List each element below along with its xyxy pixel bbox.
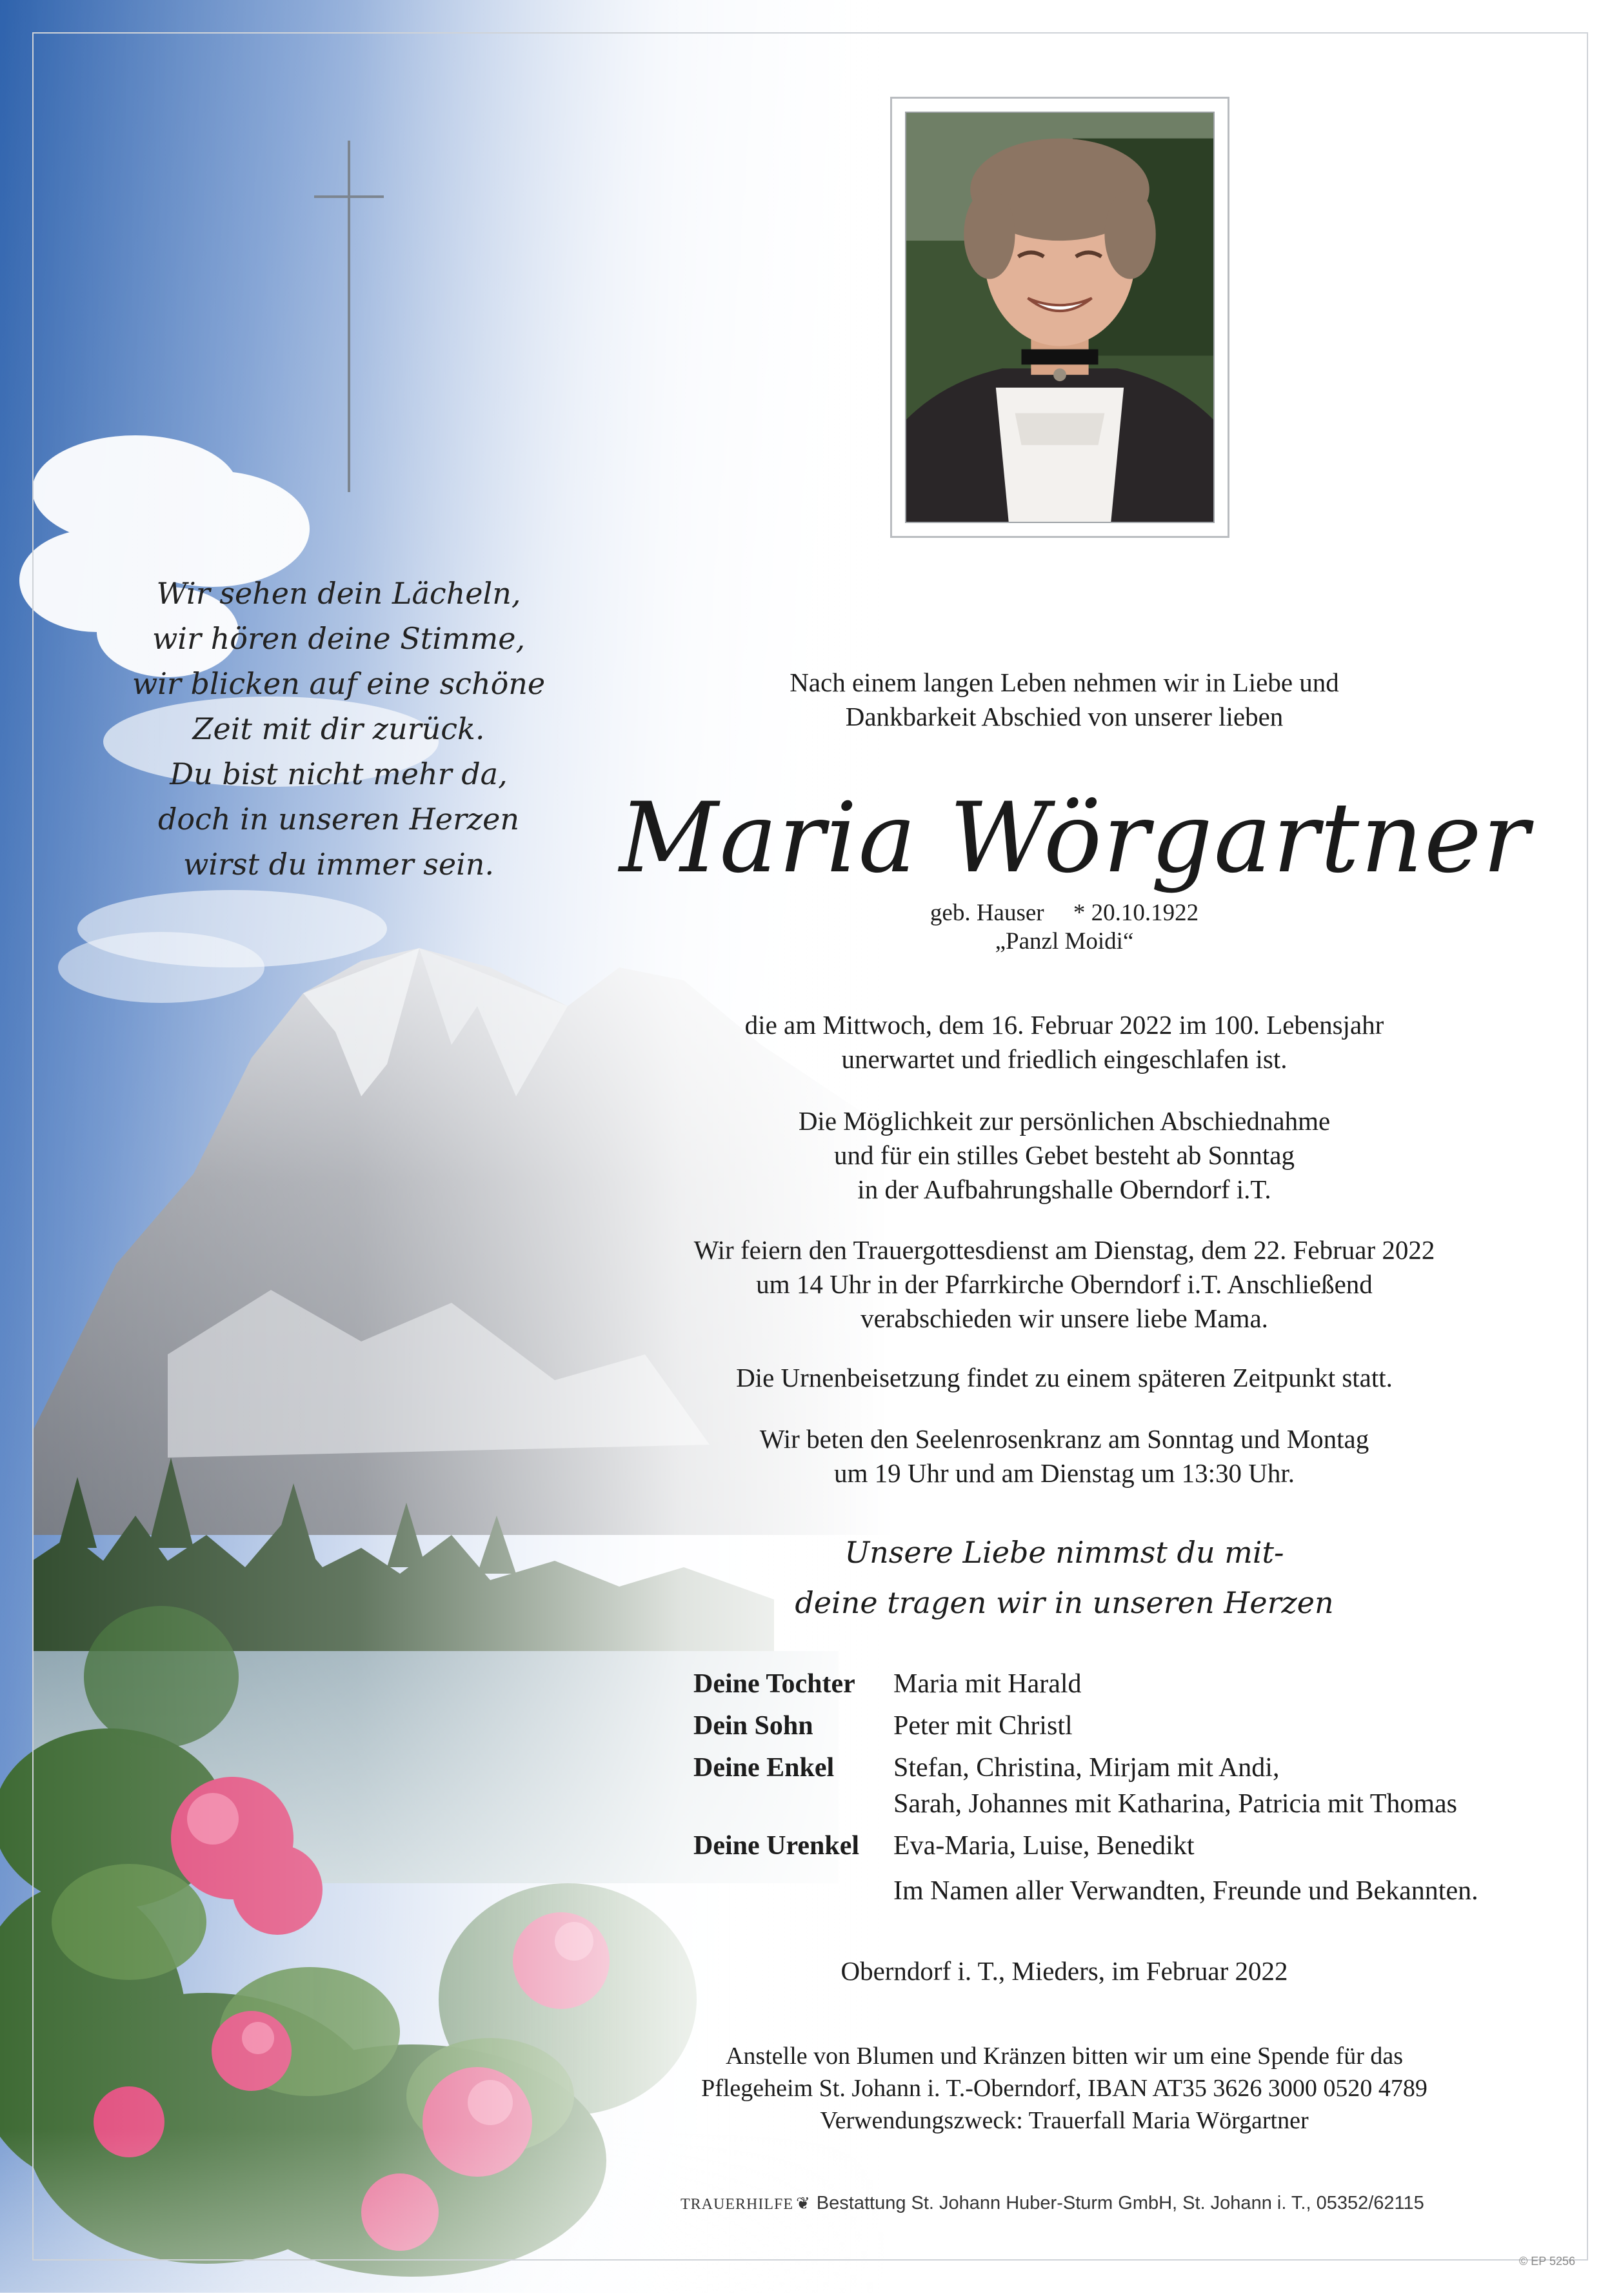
service-line: verabschieden wir unsere liebe Mama. — [860, 1303, 1268, 1333]
portrait-image — [906, 113, 1213, 522]
farewell-line: in der Aufbahrungshalle Oberndorf i.T. — [857, 1174, 1271, 1204]
family-label: Deine Tochter — [693, 1669, 855, 1699]
service-line: Wir feiern den Trauergottesdienst am Dienstag, dem 22. Februar 2022 — [693, 1235, 1435, 1265]
urn-line: Die Urnenbeisetzung findet zu einem späteren Zeitpunkt statt. — [736, 1363, 1393, 1392]
donation-line: Anstelle von Blumen und Kränzen bitten wir um eine Spende für das — [725, 2043, 1404, 2070]
leaf-icon: ❦ — [796, 2193, 810, 2213]
family-label: Deine Enkel — [693, 1753, 835, 1783]
family-label: Deine Urenkel — [693, 1831, 860, 1861]
family-names: Sarah, Johannes mit Katharina, Patricia mit Thomas — [893, 1789, 1458, 1819]
donation-note — [619, 2040, 1509, 2137]
service-line: um 14 Uhr in der Pfarrkirche Oberndorf i.T. Anschließend — [756, 1269, 1373, 1299]
poem-line: Du bist nicht mehr da, — [170, 757, 508, 791]
family-names: Stefan, Christina, Mirjam mit Andi, — [893, 1753, 1280, 1783]
poem — [123, 571, 555, 887]
portrait-photo — [905, 112, 1215, 523]
urn-text — [619, 1361, 1509, 1395]
footer-brand: TRAUERHILFE — [681, 2196, 793, 2213]
nickname: „Panzl Moidi“ — [995, 928, 1134, 955]
death-line: unerwartet und friedlich eingeschlafen ist. — [841, 1044, 1288, 1074]
service-text — [619, 1233, 1509, 1336]
family-row — [693, 1828, 1478, 1864]
maiden-name: geb. Hauser — [930, 900, 1044, 926]
family-names: Eva-Maria, Luise, Benedikt — [893, 1831, 1195, 1861]
poem-line: doch in unseren Herzen — [157, 802, 520, 836]
family-names: Peter mit Christl — [893, 1711, 1073, 1741]
family-label: Dein Sohn — [693, 1711, 813, 1741]
poem-line: wir hören deine Stimme, — [152, 621, 526, 656]
cross-bar — [314, 195, 384, 198]
donation-line: Pflegeheim St. Johann i. T.-Oberndorf, IBAN AT35 3626 3000 0520 4789 — [701, 2075, 1427, 2102]
rosary-text — [619, 1422, 1509, 1490]
family-row — [693, 1666, 1478, 1702]
place-date-line: Oberndorf i. T., Mieders, im Februar 2022 — [840, 1956, 1288, 1986]
farewell-line: Die Möglichkeit zur persönlichen Abschiednahme — [798, 1106, 1331, 1136]
family-names: Maria mit Harald — [893, 1669, 1082, 1699]
donation-line: Verwendungszweck: Trauerfall Maria Wörgartner — [820, 2107, 1309, 2134]
farewell-text — [619, 1104, 1509, 1207]
footer-company: Bestattung St. Johann Huber-Sturm GmbH, St. Johann i. T., 05352/62115 — [816, 2193, 1424, 2213]
closing-line: deine tragen wir in unseren Herzen — [795, 1585, 1334, 1620]
intro-line: Dankbarkeit Abschied von unserer lieben — [845, 702, 1284, 731]
deceased-name: Maria Wörgartner — [619, 782, 1531, 895]
birth-info — [619, 899, 1509, 956]
cross-icon — [348, 141, 350, 492]
closing-verse — [619, 1527, 1509, 1628]
portrait-frame — [890, 97, 1229, 538]
family-row — [693, 1873, 1478, 1909]
intro-text — [619, 666, 1509, 734]
birth-date: * 20.10.1922 — [1073, 900, 1199, 926]
document-code: © EP 5256 — [1519, 2255, 1575, 2268]
rosary-line: Wir beten den Seelenrosenkranz am Sonntag und Montag — [759, 1424, 1369, 1454]
intro-line: Nach einem langen Leben nehmen wir in Liebe und — [790, 668, 1339, 697]
death-text — [619, 1008, 1509, 1076]
family-list — [693, 1666, 1478, 1909]
poem-line: Zeit mit dir zurück. — [192, 711, 485, 746]
closing-line: Unsere Liebe nimmst du mit- — [844, 1535, 1284, 1570]
family-row — [693, 1708, 1478, 1744]
rosary-line: um 19 Uhr und am Dienstag um 13:30 Uhr. — [833, 1458, 1295, 1488]
family-row — [693, 1750, 1478, 1822]
poem-line: wir blicken auf eine schöne — [132, 666, 546, 701]
death-line: die am Mittwoch, dem 16. Februar 2022 im 100. Lebensjahr — [744, 1010, 1384, 1040]
poem-line: Wir sehen dein Lächeln, — [156, 576, 521, 611]
poem-line: wirst du immer sein. — [183, 847, 495, 882]
place-date — [619, 1954, 1509, 1988]
footer — [681, 2193, 1424, 2214]
family-names: Im Namen aller Verwandten, Freunde und Bekannten. — [893, 1876, 1478, 1906]
farewell-line: und für ein stilles Gebet besteht ab Sonntag — [834, 1140, 1295, 1170]
